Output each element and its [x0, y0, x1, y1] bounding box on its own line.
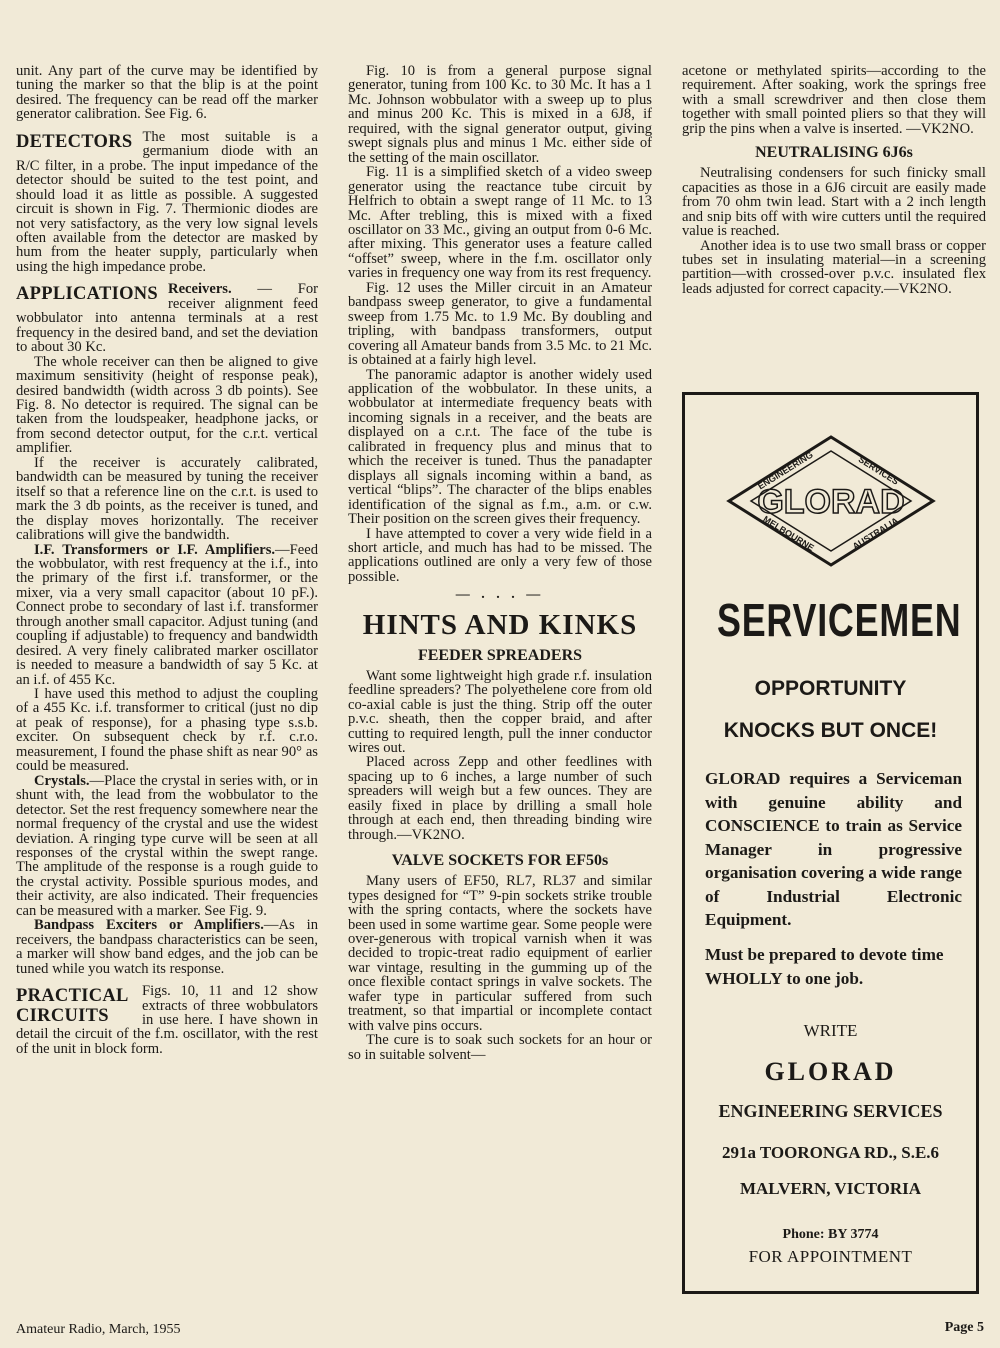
paragraph: Want some lightweight high grade r.f. insulation feedline spreaders? The polyethelene core from old co-axial cable is just the thing. Strip off the outer p.v.c. sheath, then the copper braid, and after cutting to required length, pull the inner conductor wires out. — [348, 667, 652, 757]
receivers-label: Receivers. — [168, 281, 232, 298]
section-divider: — . . . — — [455, 587, 545, 603]
neutralising-heading: NEUTRALISING 6J6s — [755, 144, 913, 162]
ad-write-label: WRITE — [803, 1021, 858, 1040]
crystals-section — [16, 774, 318, 919]
paragraph: Many users of EF50, RL7, RL37 and similar types designed for “T” 9-pin sockets strike trouble with the spring contacts, where the sockets have been used in some wartime gear. Some people were over-generous with tropical varnish when it was decided to tropic-treat radio equipment of earlier war vintage, resulting in the gumming up of the once flexible contact springs in valve sockets. The wafer type in particular suffered from such treatment, so that impartial or incomplete contact with valve pins occurs. — [348, 873, 652, 1034]
if-section — [16, 543, 318, 688]
footer-publication: Amateur Radio, March, 1955 — [16, 1322, 181, 1337]
ad-company-subtitle: ENGINEERING SERVICES — [718, 1101, 943, 1121]
ad-address: 291a TOORONGA RD., S.E.6 — [721, 1143, 940, 1162]
paragraph: Placed across Zepp and other feedlines with spacing up to 6 inches, a large number of such spreaders will weigh but a few ounces. They are easily fixed in place by drilling a small hole through at each end, then threading binding wire through.—VK2NO. — [348, 754, 652, 843]
logo-center-text: GLORAD — [757, 483, 905, 521]
detectors-section — [16, 130, 318, 275]
detectors-text: The most suitable is a germanium diode with an R/C filter, in a probe. The input impedance of the detector should be suited to the test point, and should load it as little as possible. A suggested circuit is shown in Fig. 7. Thermionic diodes are not very satisfactory, as the very low signal levels often available from the detector are masked by hum from the heater supply, particularly when using the high impedance probe. — [16, 128, 318, 275]
valve-sockets-heading: VALVE SOCKETS FOR EF50s — [391, 852, 609, 870]
crystals-label: Crystals. — [34, 772, 90, 789]
paragraph: acetone or methylated spirits—according to the requirement. After soaking, work the springs free with a small screwdriver and then close them together with small pointed pliers so that they will grip the pins when a valve is inserted. —VK2NO. — [682, 63, 986, 137]
paragraph: Fig. 11 is a simplified sketch of a video sweep generator using the reactance tube circuit by Helfrich to obtain a swept range of 11 Mc. to 13 Mc. After trebling, this is mixed with a fixed oscillator on 33 Mc., giving an output from 0-6 Mc. after mixing. This generator uses a feature called “offset” sweep, where in the f.m. oscillator only varies in frequency one way from its rest frequency. — [348, 164, 652, 282]
ad-requirement-text: Must be prepared to devote time WHOLLY to one job. — [705, 945, 944, 988]
paragraph: Fig. 12 uses the Miller circuit in an Amateur bandpass sweep generator, to give a fundamental sweep from 1.75 Mc. to 1.9 Mc. By doubling and tripling, with bandpass transformers, output covering all Amateur bands from 3.5 Mc. to 21 Mc. is obtained at a fairly high level. — [348, 279, 652, 369]
hints-and-kinks-heading: HINTS AND KINKS — [362, 608, 638, 641]
footer-page-number: Page 5 — [944, 1320, 984, 1335]
column-3 — [682, 64, 986, 296]
paragraph: I have attempted to cover a very wide field in a short article, and much has had to be missed. The applications outlined are only a very few of those possible. — [348, 525, 652, 585]
logo-bottom-left-text: MELBOURNE — [761, 513, 816, 554]
ad-subhead-knocks: KNOCKS BUT ONCE! — [723, 719, 938, 742]
ad-headline: SERVICEMEN — [717, 594, 962, 646]
if-text: —Feed the wobbulator, with rest frequency at the i.f., into the primary of the first i.f. transformer, or the mixer, via a very small capacitor (about 10 pF.). Connect probe to secondary of last i.f. transformer through another small capacitor. Adjust tuning (and coupling if adjustable) to frequency and bandwidth desired. A very finely calibrated marker oscillator is needed to measure a bandwidth of say 5 Kc. at an i.f. of 455 Kc. — [16, 541, 318, 688]
paragraph: unit. Any part of the curve may be identified by tuning the marker so that the blip is at the point desired. The frequency can be read off the marker generator calibration. See Fig. 6. — [16, 63, 318, 123]
ad-body-text: GLORAD requires a Serviceman with genuine ability and CONSCIENCE to train as Service Manager in progressive organisation covering a wide range of Industrial Electronic Equipment. — [705, 769, 962, 929]
feeder-spreaders-heading: FEEDER SPREADERS — [417, 646, 583, 664]
paragraph: Fig. 10 is from a general purpose signal generator, tuning from 100 Kc. to 30 Mc. It has a 1 Mc. Johnson wobbulator with a sweep up to plus and minus 200 Kc. This is mixed in a 6J8, if required, with the signal generator output, giving swept signals plus and minus 1 Mc. either side of the setting of the main oscillator. — [348, 63, 652, 166]
bandpass-text: —As in receivers, the bandpass characteristics can be seen, a marker will show band edges, and the job can be tuned while you watch its response. — [16, 917, 318, 977]
paragraph: If the receiver is accurately calibrated, bandwidth can be measured by tuning the receiver itself so that a reference line on the c.r.t. is used to mark the 3 db points, as the receiver is tuned, and the display moves horizontally. The receiver calibrations will give the bandwidth. — [16, 454, 318, 544]
ad-phone: Phone: BY 3774 — [782, 1227, 879, 1242]
logo-top-left-text: ENGINEERING — [756, 449, 815, 492]
crystals-text: —Place the crystal in series with, or in shunt with, the lead from the wobbulator to the detector. Set the rest frequency somewhere near the normal frequency of the crystal and use the widest deviation. A ringing type curve will be seen at all responses of the crystal within the swept range. The amplitude of the response is a rough guide to the crystal activity. Possible spurious modes, and their activity, are also indicated. Their frequencies can be measured with a marker. See Fig. 9. — [16, 772, 318, 919]
ad-appointment: FOR APPOINTMENT — [748, 1247, 913, 1266]
receivers-text: — For receiver alignment feed wobbulator into antenna terminals at a rest frequency in the desired band, and set the deviation to about 30 Kc. — [16, 281, 318, 356]
ad-subhead-opportunity: OPPORTUNITY — [754, 677, 907, 700]
logo-top-right-text: SERVICES — [856, 454, 901, 487]
paragraph: Another idea is to use two small brass or copper tubes set in insulating material—in a screening partition—with crossed-over p.v.c. insulated flex leads adjusted for correct capacity.—VK2NO. — [682, 237, 986, 297]
paragraph: The panoramic adaptor is another widely used application of the wobbulator. In these units, a wobbulator at intermediate frequency beats with incoming signals in a receiver, and the beats are displayed on a c.r.t. The face of the tube is calibrated in frequency plus and minus that to which the receiver is tuned. Thus the panadapter displays all signals incoming within a band, as vertical “blips”. The character of the blips enables identification of the signal as f.m., a.m. or c.w. Their position on the screen gives their frequency. — [348, 366, 652, 528]
paragraph: The cure is to soak such sockets for an hour or so in suitable solvent— — [348, 1032, 652, 1063]
logo-bottom-right-text: AUSTRALIA — [850, 515, 901, 552]
bandpass-label: Bandpass Exciters or Amplifiers. — [34, 917, 264, 934]
column-2 — [348, 64, 652, 1062]
practical-heading: PRACTICAL CIRCUITS — [16, 986, 129, 1027]
ad-city: MALVERN, VICTORIA — [739, 1179, 922, 1198]
ad-company-name: GLORAD — [764, 1057, 897, 1086]
detectors-heading: DETECTORS — [16, 131, 133, 152]
practical-section — [16, 984, 318, 1056]
glorad-advertisement — [682, 392, 979, 1294]
practical-text: Figs. 10, 11 and 12 show extracts of three wobbulators in use here. I have shown in detail the circuit of the f.m. oscillator, with the rest of the unit in block form. — [16, 983, 318, 1057]
glorad-logo — [725, 433, 937, 569]
bandpass-section — [16, 918, 318, 976]
paragraph: I have used this method to adjust the coupling of a 455 Kc. i.f. transformer to critical (just no dip at peak of response), for a phasing type s.s.b. exciter. On subsequent check by r.f. c.r.o. measurement, I found the phase shift as near 90° as could be measured. — [16, 686, 318, 775]
if-label: I.F. Transformers or I.F. Amplifiers. — [34, 541, 276, 558]
column-1 — [16, 64, 318, 1056]
applications-heading: APPLICATIONS — [16, 284, 159, 305]
applications-section — [16, 282, 318, 354]
paragraph: Neutralising condensers for such finicky small capacities as those in a 6J6 circuit are easily made from 70 ohm twin lead. Start with a 2 inch length and snip bits off with wire cutters until the required value is reached. — [682, 165, 986, 240]
paragraph: The whole receiver can then be aligned to give maximum sensitivity (height of response peak), desired bandwidth (width across 3 db points). See Fig. 8. No detector is required. The signal can be taken from the loudspeaker, headphone jacks, or from second detector output, for the c.r.t. vertical amplifier. — [16, 353, 318, 457]
